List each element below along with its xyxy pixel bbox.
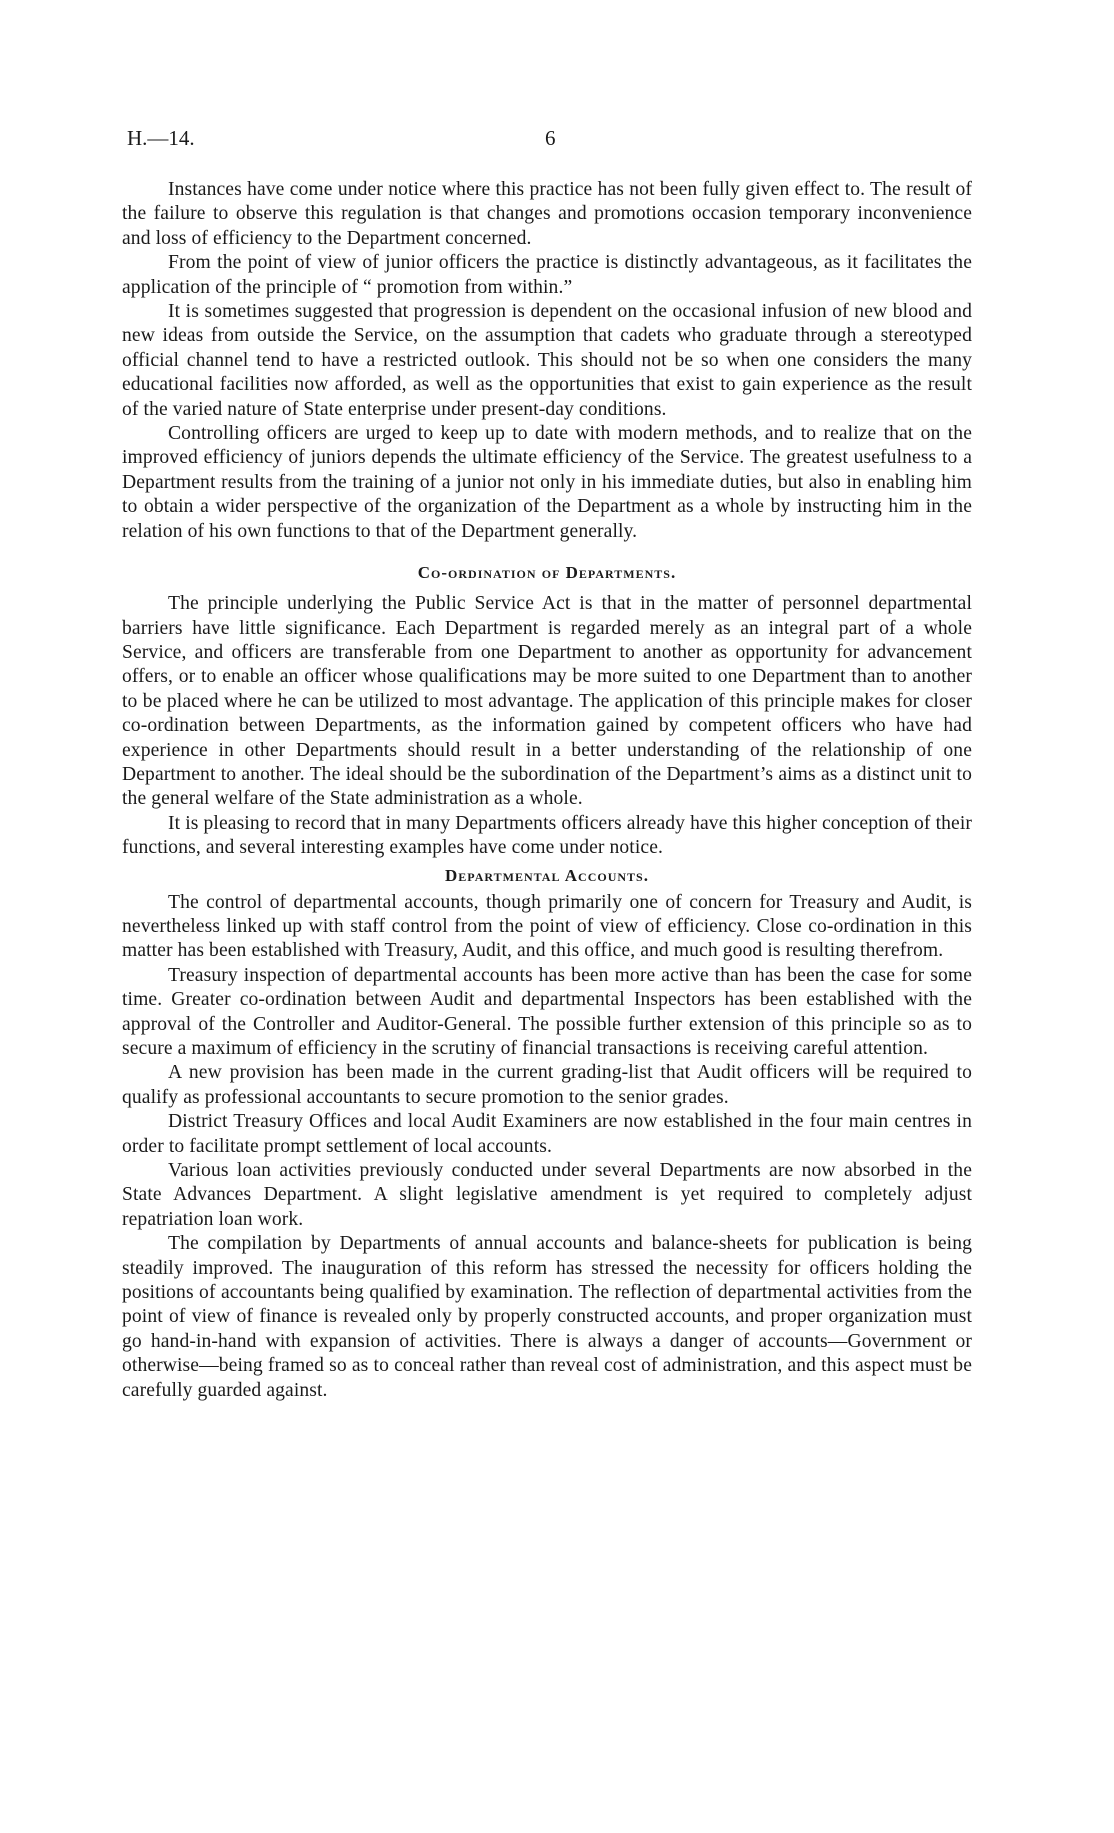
paragraph: It is sometimes suggested that progression is dependent on the occasional infusion of new blood and new ideas from outside the Service, on the assumption that cadets who graduate through a stereotyped official channel tend to have a restricted outlook. This should not be so when one considers the many educational facilities now afforded, as well as the opportunities that exist to gain experience as the result of the varied nature of State enterprise under present-day conditions. [122, 301, 972, 420]
paragraph: Various loan activities previously conducted under several Departments are now absorbed in the State Advances Department. A slight legislative amendment is yet required to completely adjust repatriation loan work. [122, 1160, 972, 1230]
paragraph: District Treasury Offices and local Audit Examiners are now established in the four main centres in order to facilitate prompt settlement of local accounts. [122, 1111, 972, 1157]
section-heading-accounts: Departmental Accounts. [445, 865, 649, 885]
paragraph: Treasury inspection of departmental accounts has been more active than has been the case for some time. Greater co-ordination between Audit and departmental Inspectors has been established with the approval of the Controller and Auditor-General. The possible further extension of this principle so as to secure a maximum of efficiency in the scrutiny of financial transactions is receiving careful attention. [122, 964, 972, 1059]
paragraph: The principle underlying the Public Service Act is that in the matter of personnel departmental barriers have little significance. Each Department is regarded merely as an integral part of a whole Service, and officers are transferable from one Department to another as opportunity for advancement offers, or to enable an officer whose qualifications may be more suited to one Department than to another to be placed where he can be utilized to most advantage. The application of this principle makes for closer co-ordination between Departments, as the information gained by competent officers who have had experience in other Departments should result in a better understanding of the relationship of one Department to another. The ideal should be the subordination of the Department’s aims as a distinct unit to the general welfare of the State administration as a whole. [122, 593, 972, 810]
paragraph: Controlling officers are urged to keep up to date with modern methods, and to realize that on the improved efficiency of juniors depends the ultimate efficiency of the Service. The greatest usefulness to a Department results from the training of a junior not only in his immediate duties, but also in enabling him to obtain a wider perspective of the organization of the Department as a whole by instructing him in the relation of his own functions to that of the Department generally. [122, 423, 972, 542]
document-reference: H.—14. [127, 126, 195, 150]
paragraph: A new provision has been made in the current grading-list that Audit officers will be required to qualify as professional accountants to secure promotion to the senior grades. [122, 1062, 972, 1108]
paragraph: The control of departmental accounts, though primarily one of concern for Treasury and Audit, is nevertheless linked up with staff control from the point of view of efficiency. Close co-ordination in this matter has been established with Treasury, Audit, and this office, and much good is resulting therefrom. [122, 891, 972, 962]
paragraph: Instances have come under notice where this practice has not been fully given effect to. The result of the failure to observe this regulation is that changes and promotions occasion temporary inconvenience and loss of efficiency to the Department concerned. [122, 179, 972, 249]
paragraph: From the point of view of junior officers the practice is distinctly advantageous, as it facilitates the application of the principle of “ promotion from within.” [122, 252, 972, 298]
page-body [122, 178, 972, 1403]
paragraph: It is pleasing to record that in many Departments officers already have this higher conception of their functions, and several interesting examples have come under notice. [122, 812, 972, 859]
page-header [127, 126, 987, 150]
page-number: 6 [545, 126, 556, 150]
section-heading-coordination: Co-ordination of Departments. [417, 563, 677, 583]
paragraph: The compilation by Departments of annual accounts and balance-sheets for publication is being steadily improved. The inauguration of this reform has stressed the necessity for officers holding the positions of accountants being qualified by examination. The reflection of departmental activities from the point of view of finance is revealed only by properly constructed accounts, and proper organization must go hand-in-hand with expansion of activities. There is always a danger of accounts—Government or otherwise—being framed so as to conceal rather than reveal cost of administration, and this aspect must be carefully guarded against. [122, 1233, 972, 1401]
